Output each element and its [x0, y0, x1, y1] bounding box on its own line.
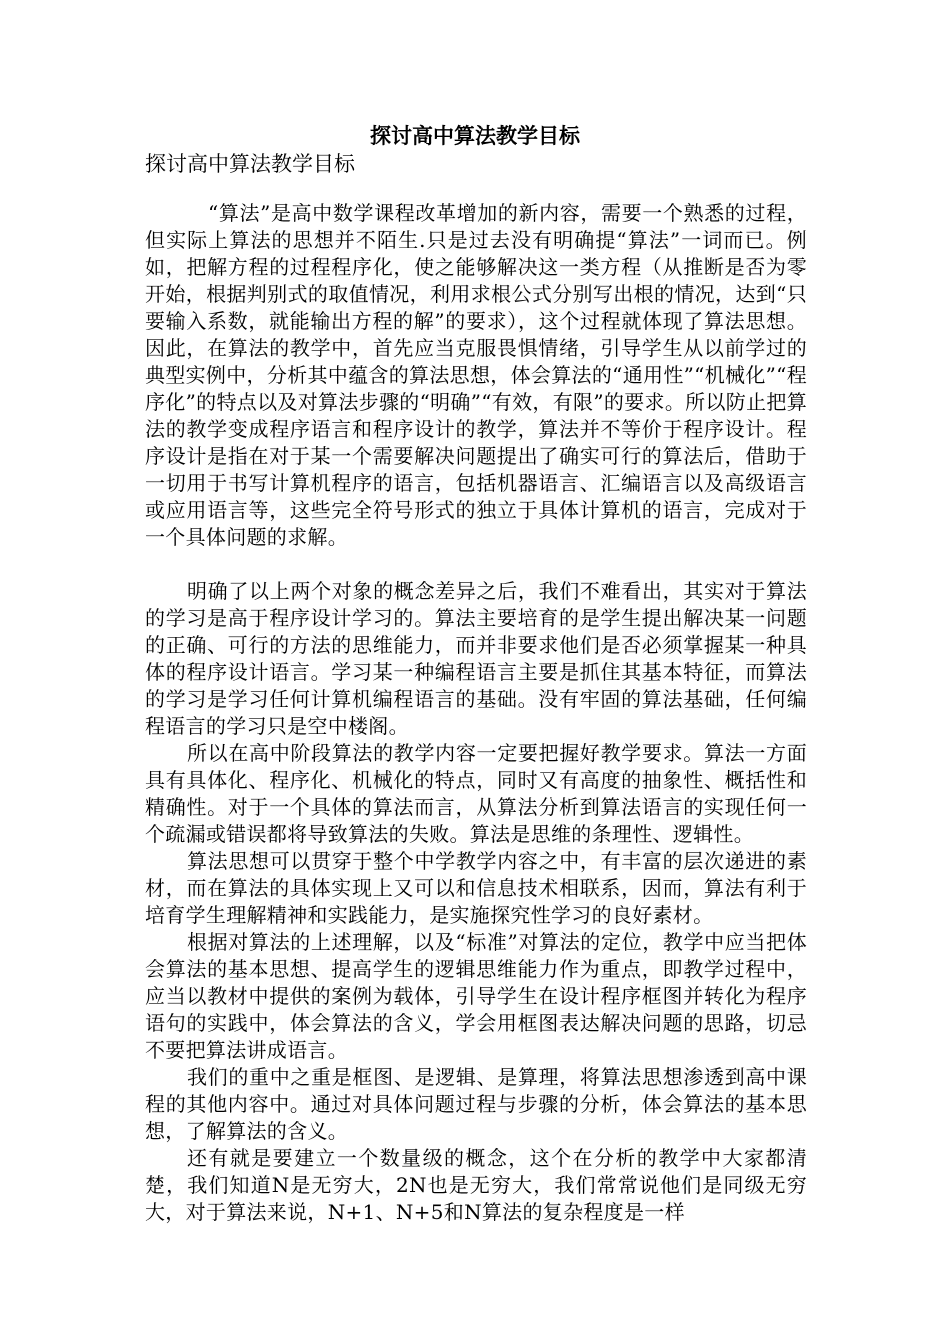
paragraph-7: 还有就是要建立一个数量级的概念，这个在分析的教学中大家都清楚，我们知道N是无穷大，2N也是无穷大，我们常常说他们是同级无穷大，对于算法来说，N+1、N+5和N算法的复杂程度是一样	[145, 1146, 807, 1224]
paragraph-3: 所以在高中阶段算法的教学内容一定要把握好教学要求。算法一方面具有具体化、程序化、机械化的特点，同时又有高度的抽象性、概括性和精确性。对于一个具体的算法而言，从算法分析到算法语言的实现任何一个疏漏或错误都将导致算法的失败。算法是思维的条理性、逻辑性。	[145, 741, 807, 846]
paragraph-4: 算法思想可以贯穿于整个中学教学内容之中，有丰富的层次递进的素材，而在算法的具体实现上又可以和信息技术相联系，因而，算法有利于培育学生理解精神和实践能力，是实施探究性学习的良好素材。	[145, 849, 807, 927]
paragraph-1: “算法”是高中数学课程改革增加的新内容，需要一个熟悉的过程，但实际上算法的思想并不陌生.只是过去没有明确提“算法”一词而已。例如，把解方程的过程程序化，使之能够解决这一类方程（从推断是否为零开始，根据判别式的取值情况，利用求根公式分别写出根的情况，达到“只要输入系数，就能输出方程的解”的要求），这个过程就体现了算法思想。因此，在算法的教学中，首先应当克服畏惧情绪，引导学生从以前学过的典型实例中，分析其中蕴含的算法思想，体会算法的“通用性”“机械化”“程序化”的特点以及对算法步骤的“明确”“有效，有限”的要求。所以防止把算法的教学变成程序语言和程序设计的教学，算法并不等价于程序设计。程序设计是指在对于某一个需要解决问题提出了确实可行的算法后，借助于一切用于书写计算机程序的语言，包括机器语言、汇编语言以及高级语言或应用语言等，这些完全符号形式的独立于具体计算机的语言，完成对于一个具体问题的求解。	[145, 201, 807, 549]
document-title: 探讨高中算法教学目标	[370, 123, 580, 148]
document-subtitle: 探讨高中算法教学目标	[145, 152, 355, 176]
document-body	[145, 200, 807, 1226]
paragraph-6: 我们的重中之重是框图、是逻辑、是算理，将算法思想渗透到高中课程的其他内容中。通过对具体问题过程与步骤的分析，体会算法的基本思想，了解算法的含义。	[145, 1065, 807, 1143]
paragraph-2: 明确了以上两个对象的概念差异之后，我们不难看出，其实对于算法的学习是高于程序设计学习的。算法主要培育的是学生提出解决某一问题的正确、可行的方法的思维能力，而并非要求他们是否必须掌握某一种具体的程序设计语言。学习某一种编程语言主要是抓住其基本特征，而算法的学习是学习任何计算机编程语言的基础。没有牢固的算法基础，任何编程语言的学习只是空中楼阁。	[145, 579, 807, 738]
paragraph-5: 根据对算法的上述理解，以及“标准”对算法的定位，教学中应当把体会算法的基本思想、提高学生的逻辑思维能力作为重点，即教学过程中，应当以教材中提供的案例为载体，引导学生在设计程序框图并转化为程序语句的实践中，体会算法的含义，学会用框图表达解决问题的思路，切忌不要把算法讲成语言。	[145, 930, 807, 1062]
